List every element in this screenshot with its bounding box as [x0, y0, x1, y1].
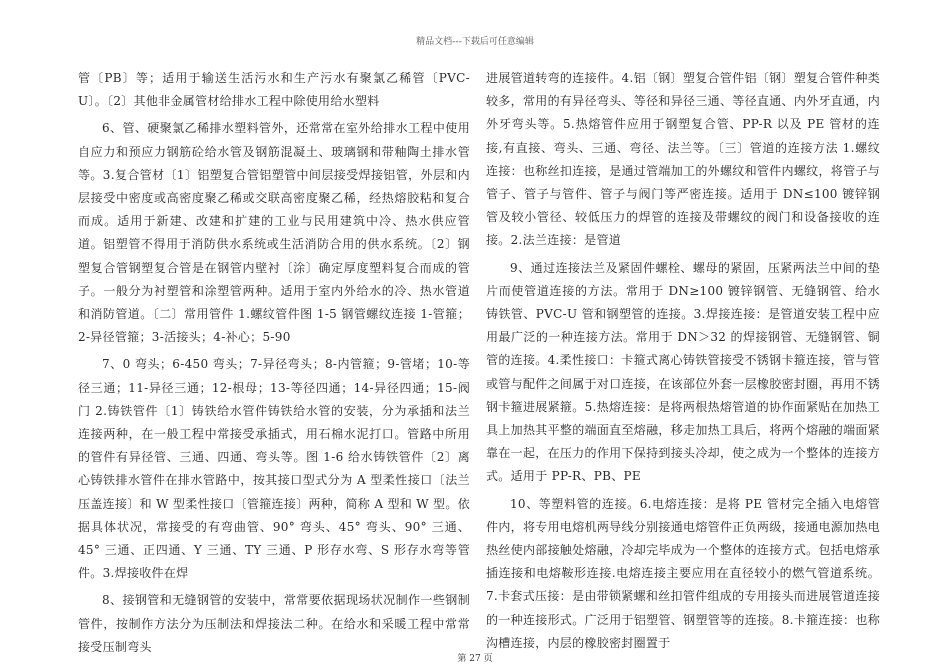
- paragraph: 9、通过连接法兰及紧固件螺栓、螺母的紧固，压紧两法兰中间的垫片而使管道连接的方法。常用于 DN≥100 镀锌钢管、无缝钢管、给水铸铁管、PVC-U 管和钢塑管的连接。3.焊接连接：是管道安装工程中应用最广泛的一种连接方法。常用于 DN＞32 的焊接钢管、无缝钢管、铜管的连接。4.柔性接口：卡箍式离心铸铁管接受不锈钢卡箍连接，管与管或管与配件之间属于对口连接，在该部位外套一层橡胶密封圈，再用不锈钢卡箍进展紧箍。5.热熔连接：是将两根热熔管道的协作面紧贴在加热工具上加热其平整的端面直至熔融，移走加热工具后，将两个熔融的端面紧靠在一起，在压力的作用下保持到接头冷却，使之成为一个整体的连接方式。适用于 PP-R、PB、PE: [486, 260, 880, 484]
- paragraph: 7、0 弯头；6-450 弯头；7-异径弯头；8-内管箍；9-管堵；10-等径三通；11-异径三通；12-根母；13-等径四通；14-异径四通；15-阀门 2.铸铁管件〔1〕铸铁给水管件铸铁给水管的安装，分为承插和法兰连接两种，在一般工程中常接受承插式，用石棉水泥打口。管路中所用的管件有异径管、三通、四通、弯头等。图 1-6 给水铸铁管件〔2〕离心铸铁排水管件在排水管路中，按其接口型式分为 A 型柔性接口〔法兰压盖连接〕和 W 型柔性接口〔管箍连接〕两种，简称 A 型和 W 型。依据具体状况，常接受的有弯曲管、90° 弯头、45° 弯头、90° 三通、45° 三通、正四通、Y 三通、TY 三通、P 形存水弯、S 形存水弯等管件。3.焊接收件在焊: [78, 357, 470, 581]
- page-header: 精品文档---下载后可任意编辑: [416, 37, 534, 47]
- paragraph: 6、管、硬聚氯乙稀排水塑料管外，还常常在室外给排水工程中使用自应力和预应力钢筋砼给水管及钢筋混凝土、玻璃钢和带釉陶土排水管等。3.复合管材〔1〕铝塑复合管铝塑管中间层接受焊接铝管，外层和内层接受中密度或高密度聚乙稀或交联高密度聚乙稀，经热熔胶粘和复合而成。适用于新建、改建和扩建的工业与民用建筑中冷、热水供应管道。铝塑管不得用于消防供水系统或生活消防合用的供水系统。〔2〕钢塑复合管钢塑复合管是在钢管内壁衬〔涂〕确定厚度塑料复合而成的管子。一般分为衬塑管和涂塑管两种。适用于室内外给水的冷、热水管道和消防管道。〔二〕常用管件 1.螺纹管件图 1-5 钢管螺纹连接 1-管箍；2-异径管箍；3-活接头；4-补心；5-90: [78, 121, 470, 345]
- right-column: [486, 67, 880, 655]
- paragraph: 10、等塑料管的连接。6.电熔连接：是将 PE 管材完全插入电熔管件内，将专用电熔机两导线分别接通电熔管件正负两级，接通电源加热电热丝使内部接触处熔融，冷却完毕成为一个整体的连接方式。包括电熔承插连接和电熔鞍形连接.电熔连接主要应用在直径较小的燃气管道系统。7.卡套式压接：是由带锁紧螺和丝扣管件组成的专用接头而进展管道连接的一种连接形式。广泛用于铝塑管、钢塑管等的连接。8.卡箍连接：也称沟槽连接，内层的橡胶密封圈置于: [486, 496, 880, 650]
- paragraph: 管〔PB〕等；适用于输送生活污水和生产污水有聚氯乙稀管〔PVC-U〕。〔2〕其他非金属管材给排水工程中除使用给水塑料: [78, 71, 470, 109]
- left-column: [78, 67, 470, 659]
- paragraph: 8、接钢管和无缝钢管的安装中，常常要依据现场状况制作一些钢制管件，按制作方法分为压制法和焊接法二种。在给水和采暖工程中常常接受压制弯头: [78, 593, 470, 654]
- page-number: 第 27 页: [457, 654, 493, 664]
- paragraph: 进展管道转弯的连接件。4.铝〔钢〕塑复合管件铝〔钢〕塑复合管件种类较多，常用的有异径弯头、等径和异径三通、等径直通、内外牙直通，内外牙弯头等。5.热熔管件应用于钢塑复合管、PP-R 以及 PE 管材的连接,有直接、弯头、三通、弯径、法兰等。〔三〕管道的连接方法 1.螺纹连接：也称丝扣连接，是通过管端加工的外螺纹和管件内螺纹，将管子与管子、管子与管件、管子与阀门等严密连接。适用于 DN≤100 镀锌钢管及较小管径、较低压力的焊管的连接及带螺纹的阀门和设备接收的连接。2.法兰连接：是管道: [486, 71, 880, 248]
